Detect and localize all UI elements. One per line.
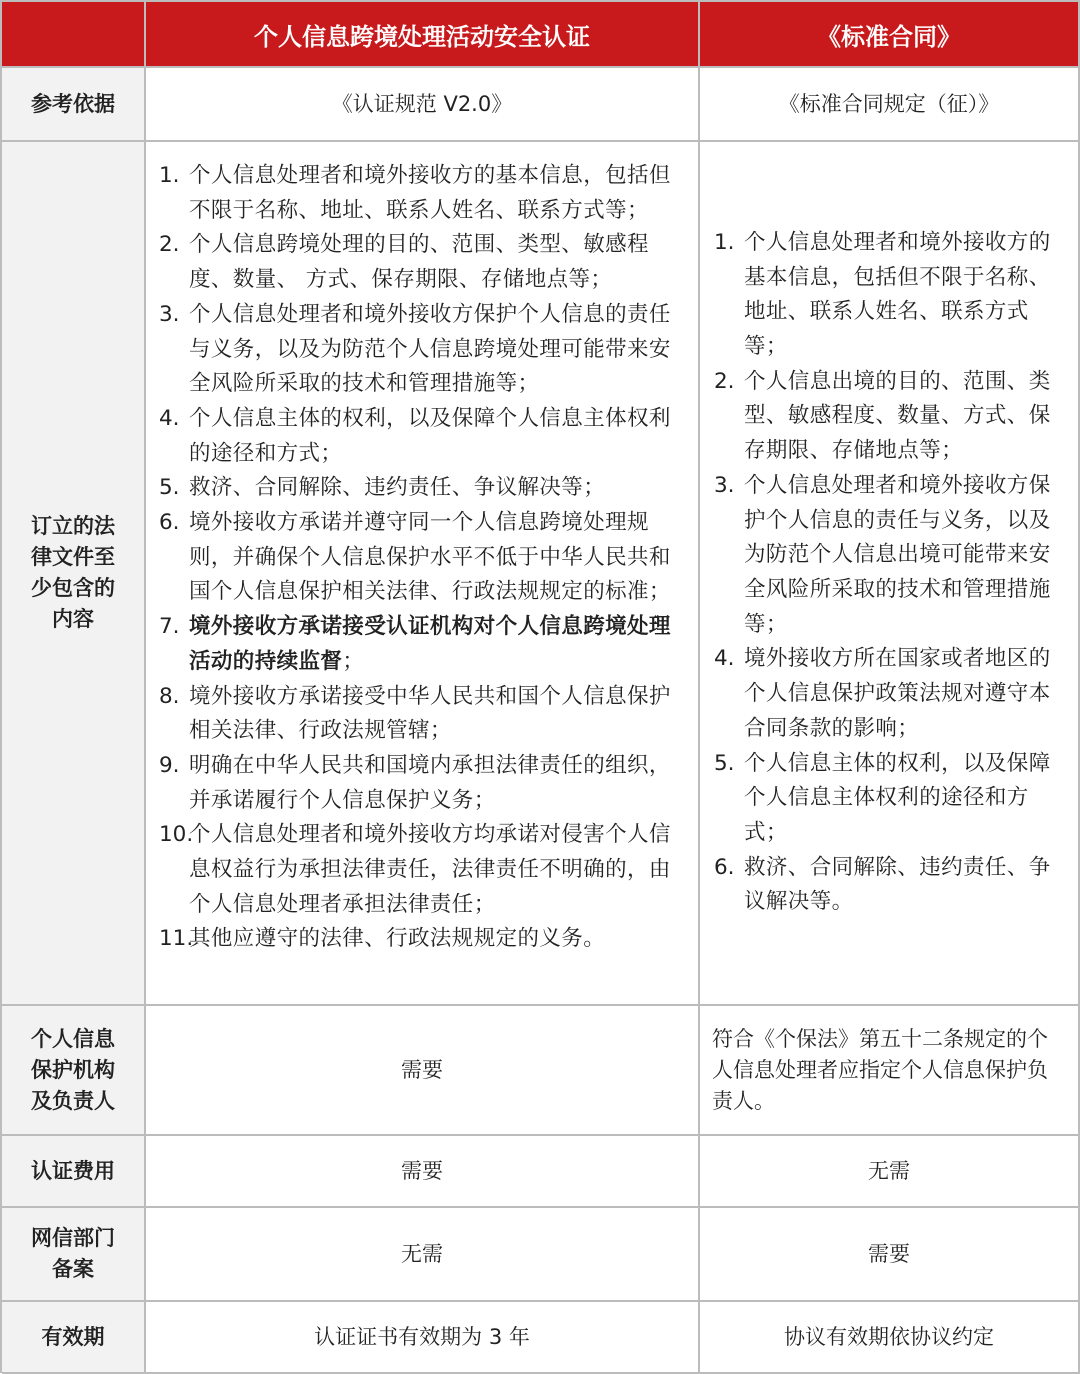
row-dpo bbox=[2, 1006, 1080, 1136]
row-filing bbox=[2, 1208, 1080, 1302]
list-item-text: 个人信息跨境处理的目的、范围、类型、敏感程度、数量、 方式、保存期限、存储地点等； bbox=[189, 232, 649, 293]
list-item bbox=[714, 365, 1064, 469]
content-standard-contract-list bbox=[714, 226, 1064, 920]
list-item bbox=[159, 818, 685, 922]
list-item-number: 4. bbox=[714, 646, 735, 672]
list-item-text: 个人信息主体的权利，以及保障个人信息主体权利的途径和方式； bbox=[744, 750, 1051, 845]
fee-standard-contract: 无需 bbox=[700, 1136, 1080, 1206]
list-item bbox=[714, 747, 1064, 851]
list-item bbox=[159, 159, 685, 228]
row-label-filing: 网信部门备案 bbox=[2, 1208, 146, 1300]
row-fee bbox=[2, 1136, 1080, 1208]
list-item-number: 2. bbox=[159, 232, 180, 258]
list-item bbox=[159, 610, 685, 679]
list-item-number: 3. bbox=[159, 301, 180, 327]
list-item-text: 个人信息处理者和境外接收方保护个人信息的责任与义务，以及为防范个人信息跨境处理可能带来安全风险所采取的技术和管理措施等； bbox=[189, 301, 671, 397]
list-item-text bbox=[189, 610, 685, 679]
list-item bbox=[159, 680, 685, 749]
filing-standard-contract: 需要 bbox=[700, 1208, 1080, 1300]
row-label-content: 订立的法律文件至少包含的内容 bbox=[2, 142, 146, 1004]
list-item bbox=[159, 922, 685, 957]
header-standard-contract: 《标准合同》 bbox=[700, 2, 1080, 66]
header-certification: 个人信息跨境处理活动安全认证 bbox=[146, 2, 700, 66]
list-item-number: 5. bbox=[714, 750, 735, 776]
content-certification bbox=[146, 142, 700, 1004]
list-item bbox=[159, 228, 685, 297]
list-item-number: 8. bbox=[159, 683, 180, 709]
list-item-text: 救济、合同解除、违约责任、争议解决等； bbox=[189, 475, 606, 501]
filing-certification: 无需 bbox=[146, 1208, 700, 1300]
list-item-text: 个人信息处理者和境外接收方的基本信息，包括但不限于名称、地址、联系人姓名、联系方式等； bbox=[189, 163, 671, 223]
list-item-bold-text: 境外接收方承诺接受认证机构对个人信息跨境处理活动的持续监督 bbox=[189, 614, 671, 674]
content-certification-list bbox=[159, 159, 685, 957]
dpo-certification: 需要 bbox=[146, 1006, 700, 1134]
row-label-validity: 有效期 bbox=[2, 1302, 146, 1372]
row-label-dpo: 个人信息保护机构及负责人 bbox=[2, 1006, 146, 1134]
list-item-number: 6. bbox=[714, 854, 735, 880]
list-item-text: 个人信息处理者和境外接收方均承诺对侵害个人信息权益行为承担法律责任，法律责任不明确的，由个人信息处理者承担法律责任； bbox=[189, 822, 671, 917]
list-item bbox=[159, 471, 685, 506]
list-item-number: 1. bbox=[714, 229, 735, 255]
list-item-number: 4. bbox=[159, 405, 180, 431]
list-item-text: 个人信息处理者和境外接收方的基本信息，包括但不限于名称、地址、联系人姓名、联系方式等； bbox=[744, 229, 1051, 360]
row-label-fee: 认证费用 bbox=[2, 1136, 146, 1206]
list-item-text: 个人信息出境的目的、范围、类型、敏感程度、数量、方式、保存期限、存储地点等； bbox=[744, 368, 1051, 464]
table-header-row bbox=[2, 2, 1080, 68]
list-item-number: 1. bbox=[159, 163, 180, 188]
list-item-number: 11. bbox=[159, 926, 194, 952]
list-item bbox=[714, 469, 1064, 643]
list-item bbox=[714, 226, 1064, 365]
list-item-text: 个人信息主体的权利，以及保障个人信息主体权利的途径和方式； bbox=[189, 405, 671, 466]
list-item-text: 其他应遵守的法律、行政法规规定的义务。 bbox=[189, 926, 606, 952]
list-item-number: 3. bbox=[714, 472, 735, 498]
list-item-text: 个人信息处理者和境外接收方保护个人信息的责任与义务，以及为防范个人信息出境可能带来安全风险所采取的技术和管理措施等； bbox=[744, 472, 1051, 637]
list-item bbox=[159, 506, 685, 610]
list-item-text: 救济、合同解除、违约责任、争议解决等。 bbox=[744, 854, 1051, 915]
fee-certification: 需要 bbox=[146, 1136, 700, 1206]
list-item bbox=[714, 851, 1064, 920]
list-item-text: 境外接收方承诺并遵守同一个人信息跨境处理规则，并确保个人信息保护水平不低于中华人民共和国个人信息保护相关法律、行政法规规定的标准； bbox=[189, 510, 671, 605]
list-item bbox=[714, 642, 1064, 746]
list-item bbox=[159, 749, 685, 818]
content-standard-contract bbox=[700, 142, 1080, 1004]
list-item-number: 9. bbox=[159, 752, 180, 778]
list-item-text: 明确在中华人民共和国境内承担法律责任的组织，并承诺履行个人信息保护义务； bbox=[189, 752, 671, 813]
list-item bbox=[159, 402, 685, 471]
list-item-text: 境外接收方承诺接受中华人民共和国个人信息保护相关法律、行政法规管辖； bbox=[189, 683, 671, 744]
list-item-number: 5. bbox=[159, 475, 180, 501]
basis-standard-contract: 《标准合同规定（征）》 bbox=[700, 68, 1080, 140]
list-item-number: 6. bbox=[159, 510, 180, 536]
header-corner-cell bbox=[2, 2, 146, 66]
list-item-number: 10. bbox=[159, 822, 194, 848]
row-required-content bbox=[2, 142, 1080, 1006]
row-basis bbox=[2, 68, 1080, 142]
row-label-basis: 参考依据 bbox=[2, 68, 146, 140]
list-item-tail: ； bbox=[342, 648, 365, 674]
row-validity bbox=[2, 1302, 1080, 1374]
validity-certification: 认证证书有效期为 3 年 bbox=[146, 1302, 700, 1372]
list-item bbox=[159, 298, 685, 402]
list-item-text: 境外接收方所在国家或者地区的个人信息保护政策法规对遵守本合同条款的影响； bbox=[744, 646, 1051, 741]
dpo-standard-contract: 符合《个保法》第五十二条规定的个人信息处理者应指定个人信息保护负责人。 bbox=[700, 1006, 1080, 1134]
list-item-number: 2. bbox=[714, 368, 735, 394]
validity-standard-contract: 协议有效期依协议约定 bbox=[700, 1302, 1080, 1372]
basis-certification: 《认证规范 V2.0》 bbox=[146, 68, 700, 140]
list-item-number: 7. bbox=[159, 614, 180, 640]
